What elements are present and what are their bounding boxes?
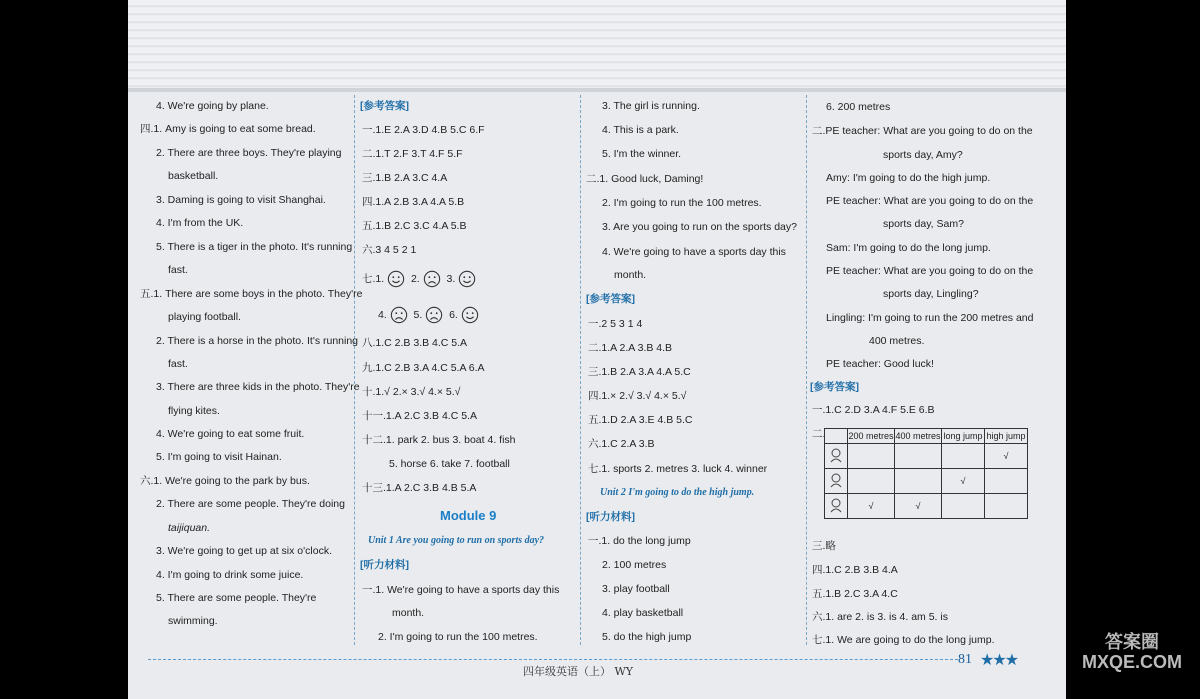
answer-line: taijiquan. <box>168 522 211 534</box>
answer-line: 三.略 <box>812 540 836 552</box>
table-cell <box>985 494 1028 519</box>
listening-material-heading: [听力材料] <box>360 559 409 571</box>
answer-line: 4. We're going to have a sports day this <box>602 246 786 258</box>
answer-line: 六.1.C 2.A 3.B <box>588 438 655 450</box>
table-header: high jump <box>985 429 1028 444</box>
sad-face-icon <box>425 306 443 324</box>
answer-label: 2. <box>410 272 420 285</box>
answer-line: 八.1.C 2.B 3.B 4.C 5.A <box>362 337 468 349</box>
answer-line: basketball. <box>168 170 219 182</box>
answer-line: 三.1.B 2.A 3.A 4.A 5.C <box>588 366 691 378</box>
answer-line: 4. We're going by plane. <box>156 100 269 112</box>
column-divider <box>354 95 355 645</box>
answer-line: 3. Are you going to run on the sports day? <box>602 221 797 233</box>
answer-label: 七.1. <box>362 272 385 285</box>
page-number: 81 <box>958 652 972 667</box>
table-cell <box>848 444 895 469</box>
answer-line: 2. 100 metres <box>602 559 667 571</box>
answer-line: 六.1. are 2. is 3. is 4. am 5. is <box>812 611 948 623</box>
answer-line: 四.1.A 2.B 3.A 4.A 5.B <box>362 196 465 208</box>
faces-row <box>362 270 476 288</box>
answer-line: fast. <box>168 264 188 276</box>
answer-line: 4. I'm from the UK. <box>156 217 244 229</box>
table-header: 200 metres <box>848 429 895 444</box>
table-header: long jump <box>942 429 985 444</box>
answer-line: 一.1.C 2.D 3.A 4.F 5.E 6.B <box>812 404 935 416</box>
answer-line: 4. We're going to eat some fruit. <box>156 428 305 440</box>
module-title: Module 9 <box>440 508 497 523</box>
table-cell: √ <box>985 444 1028 469</box>
table-cell: √ <box>895 494 942 519</box>
table-cell <box>942 494 985 519</box>
answer-line: 2. I'm going to run the 100 metres. <box>602 197 762 209</box>
table-header: 400 metres <box>895 429 942 444</box>
answer-line: month. <box>614 269 647 281</box>
answer-line: 五.1.B 2.C 3.A 4.C <box>812 588 898 600</box>
page-binding-edge <box>128 0 1066 92</box>
answer-line: 十.1.√ 2.× 3.√ 4.× 5.√ <box>362 386 461 398</box>
column-divider <box>806 95 807 645</box>
answer-line: 一.1.E 2.A 3.D 4.B 5.C 6.F <box>362 124 485 136</box>
table-cell: √ <box>848 494 895 519</box>
answer-line: 五.1.D 2.A 3.E 4.B 5.C <box>588 414 693 426</box>
answer-page <box>128 0 1066 699</box>
answer-line: 4. This is a park. <box>602 124 679 136</box>
watermark-logo: 答案圈 MXQE.COM <box>1081 632 1182 672</box>
happy-face-icon <box>461 306 479 324</box>
answer-label: 二. <box>812 428 826 440</box>
answer-line: Lingling: I'm going to run the 200 metres and <box>826 312 1034 324</box>
answer-line: 二.PE teacher: What are you going to do on the <box>812 125 1033 137</box>
answer-line: 4. I'm going to drink some juice. <box>156 569 304 581</box>
column-divider <box>580 95 581 645</box>
answer-label: 5. <box>413 308 423 321</box>
answer-line: 5. There is a tiger in the photo. It's running <box>156 241 353 253</box>
answer-label: 3. <box>446 272 456 285</box>
answer-line: 六.3 4 5 2 1 <box>362 244 417 256</box>
answer-line: 五.1. There are some boys in the photo. They're <box>140 288 363 300</box>
answer-line: 六.1. We're going to the park by bus. <box>140 475 310 487</box>
table-cell <box>848 469 895 494</box>
unit-title: Unit 1 Are you going to run on sports day? <box>368 535 545 546</box>
answer-line: swimming. <box>168 615 218 627</box>
faces-row <box>378 306 479 324</box>
answer-line: 3. There are three kids in the photo. They're <box>156 381 360 393</box>
answer-line: 3. The girl is running. <box>602 100 700 112</box>
answer-line: 五.1.B 2.C 3.C 4.A 5.B <box>362 220 467 232</box>
answer-line: 七.1. sports 2. metres 3. luck 4. winner <box>588 463 768 475</box>
table-row <box>825 469 1028 494</box>
table-cell: √ <box>942 469 985 494</box>
reference-answer-heading: [参考答案] <box>586 293 635 305</box>
answer-line: 四.1.C 2.B 3.B 4.A <box>812 564 898 576</box>
happy-face-icon <box>387 270 405 288</box>
answer-line: flying kites. <box>168 405 220 417</box>
answer-line: sports day, Lingling? <box>883 288 979 300</box>
table-row <box>825 444 1028 469</box>
table-cell <box>895 444 942 469</box>
answer-line: Amy: I'm going to do the high jump. <box>826 172 991 184</box>
answer-line: 5. There are some people. They're <box>156 592 317 604</box>
answer-line: PE teacher: What are you going to do on the <box>826 195 1034 207</box>
answer-line: 3. We're going to get up at six o'clock. <box>156 545 332 557</box>
happy-face-icon <box>458 270 476 288</box>
answer-line: 一.1. We're going to have a sports day this <box>362 584 560 596</box>
table-cell <box>985 469 1028 494</box>
answer-line: 四.1. Amy is going to eat some bread. <box>140 123 316 135</box>
answer-line: 400 metres. <box>869 335 925 347</box>
table-cell <box>825 429 848 444</box>
sad-face-icon <box>423 270 441 288</box>
answer-line: 2. There is a horse in the photo. It's running <box>156 335 359 347</box>
answer-line: sports day, Sam? <box>883 218 964 230</box>
sad-face-icon <box>390 306 408 324</box>
answer-line: 十一.1.A 2.C 3.B 4.C 5.A <box>362 410 477 422</box>
answer-label: 4. <box>378 308 387 321</box>
child-figure-icon <box>825 494 848 519</box>
answer-line: 二.1.A 2.A 3.B 4.B <box>588 342 673 354</box>
answer-line: 一.1. do the long jump <box>588 535 691 547</box>
answer-line: sports day, Amy? <box>883 149 963 161</box>
answer-line: PE teacher: What are you going to do on the <box>826 265 1034 277</box>
answer-line: 6. 200 metres <box>826 101 891 113</box>
answer-line: 3. play football <box>602 583 670 595</box>
table-cell <box>942 444 985 469</box>
answer-line: 七.1. We are going to do the long jump. <box>812 634 995 646</box>
answer-line: Sam: I'm going to do the long jump. <box>826 242 991 254</box>
answer-line: playing football. <box>168 311 241 323</box>
unit-title: Unit 2 I'm going to do the high jump. <box>600 487 755 498</box>
answer-line: 二.1.T 2.F 3.T 4.F 5.F <box>362 148 463 160</box>
difficulty-stars: ★★★ <box>980 652 1018 669</box>
child-figure-icon <box>825 444 848 469</box>
answer-line: 三.1.B 2.A 3.C 4.A <box>362 172 448 184</box>
table-cell <box>895 469 942 494</box>
child-figure-icon <box>825 469 848 494</box>
book-title-footer: 四年级英语（上） WY <box>523 665 634 678</box>
answer-line: 3. Daming is going to visit Shanghai. <box>156 194 326 206</box>
answer-line: 5. horse 6. take 7. football <box>389 458 510 470</box>
footer-divider <box>148 659 958 660</box>
listening-material-heading: [听力材料] <box>586 511 635 523</box>
answer-line: 十三.1.A 2.C 3.B 4.B 5.A <box>362 482 477 494</box>
answer-line: 4. play basketball <box>602 607 684 619</box>
answer-line: 一.2 5 3 1 4 <box>588 318 643 330</box>
answer-line: fast. <box>168 358 188 370</box>
answer-line: 四.1.× 2.√ 3.√ 4.× 5.√ <box>588 390 687 402</box>
answer-line: 十二.1. park 2. bus 3. boat 4. fish <box>362 434 516 446</box>
answer-line: 5. I'm the winner. <box>602 148 682 160</box>
reference-answer-heading: [参考答案] <box>360 100 409 112</box>
answer-line: 九.1.C 2.B 3.A 4.C 5.A 6.A <box>362 362 485 374</box>
answer-line: 2. There are three boys. They're playing <box>156 147 342 159</box>
answer-line: 5. do the high jump <box>602 631 692 643</box>
reference-answer-heading: [参考答案] <box>810 381 859 393</box>
answer-line: PE teacher: Good luck! <box>826 358 934 370</box>
table-header-row <box>825 429 1028 444</box>
sports-answer-table <box>824 428 1028 519</box>
answer-line: 2. I'm going to run the 100 metres. <box>378 631 538 643</box>
answer-line: 2. There are some people. They're doing <box>156 498 345 510</box>
answer-label: 6. <box>449 308 458 321</box>
table-row <box>825 494 1028 519</box>
answer-line: 二.1. Good luck, Daming! <box>586 173 704 185</box>
answer-line: 5. I'm going to visit Hainan. <box>156 451 282 463</box>
answer-line: month. <box>392 607 425 619</box>
